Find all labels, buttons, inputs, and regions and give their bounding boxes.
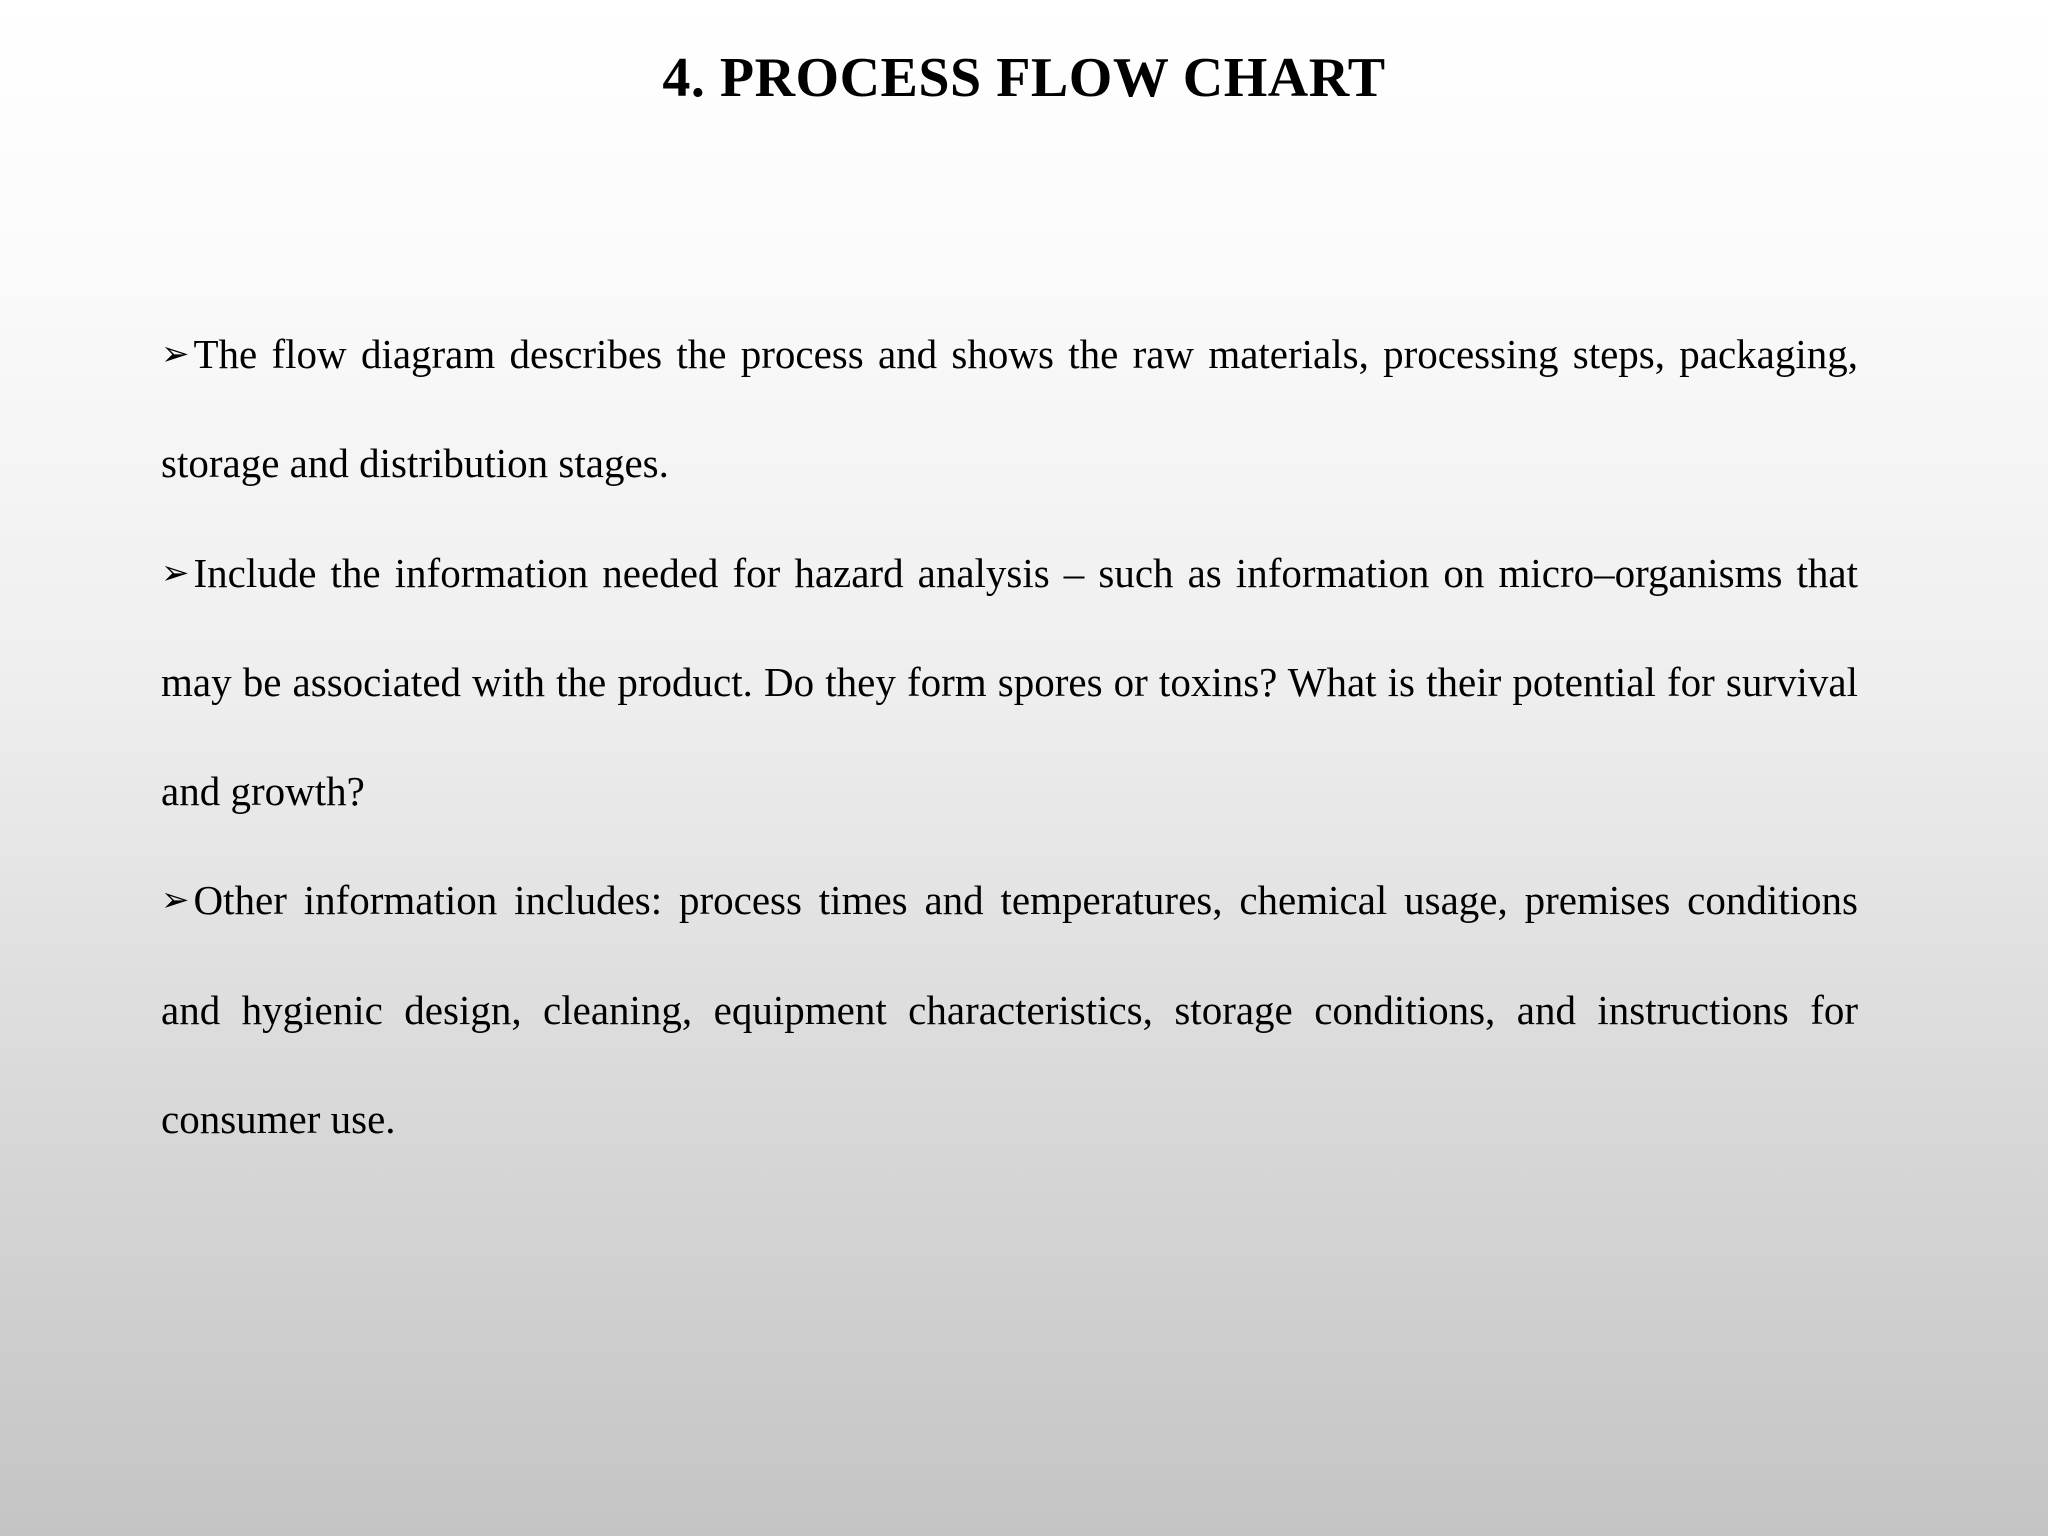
bullet-list <box>161 300 1858 1174</box>
bullet-text: Include the information needed for hazard analysis – such as information on micro–organisms that may be associated with the product. Do they form spores or toxins? What is their potential for survival and growth? <box>161 549 1858 815</box>
arrow-bullet-icon: ➢ <box>161 880 190 921</box>
arrow-bullet-icon: ➢ <box>161 334 190 374</box>
bullet-text: The flow diagram describes the process and shows the raw materials, processing steps, packaging, storage and distribution stages. <box>161 331 1858 487</box>
bullet-item <box>161 846 1858 1174</box>
bullet-item <box>161 300 1858 519</box>
bullet-item <box>161 519 1858 847</box>
slide-title: 4. PROCESS FLOW CHART <box>662 47 1386 109</box>
arrow-bullet-icon: ➢ <box>161 552 190 593</box>
bullet-text: Other information includes: process times and temperatures, chemical usage, premises conditions and hygienic design, cleaning, equipment characteristics, storage conditions, and instructions for consumer use. <box>161 877 1858 1143</box>
